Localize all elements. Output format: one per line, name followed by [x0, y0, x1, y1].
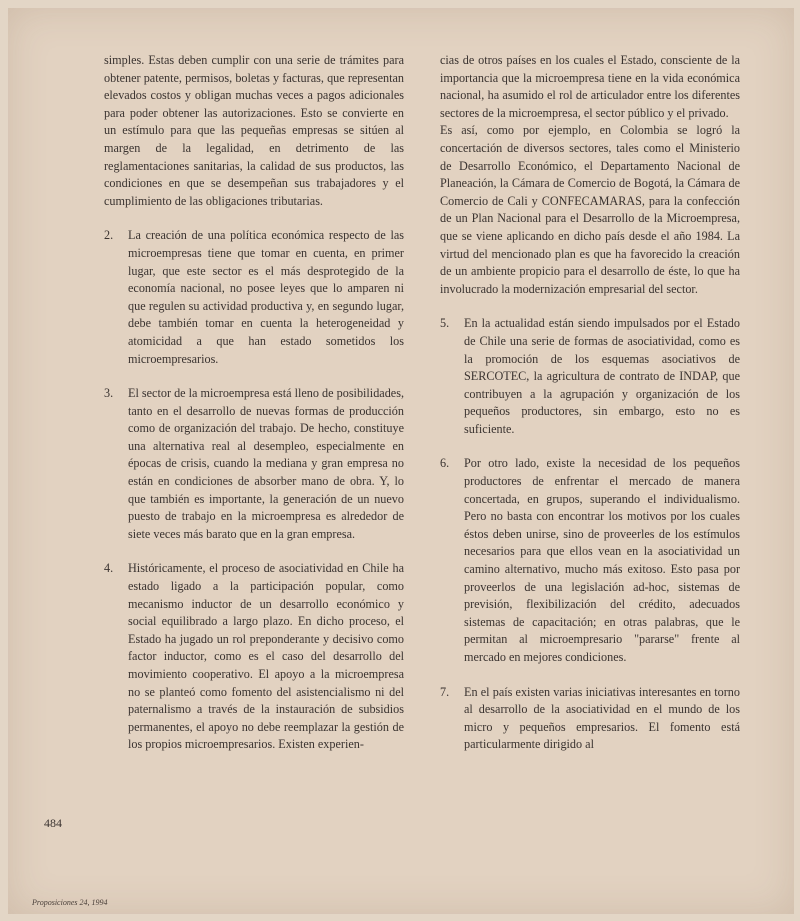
list-item — [104, 560, 404, 754]
item-number: 5. — [440, 316, 450, 331]
item-text: El sector de la microempresa está lleno de posibilidades, tanto en el desarrollo de nuevas formas de producción como de organización del trabajo. De hecho, constituye una alternativa real al desempleo, especialmente en épocas de crisis, cuando la mediana y gran empresa no están en condiciones de absorber mano de obra. Y, lo que también es importante, la generación de un nuevo puesto de trabajo en la microempresa es alrededor de siete veces más barato que en la gran empresa. — [128, 386, 404, 541]
journal-footer: Proposiciones 24, 1994 — [32, 898, 108, 907]
left-column — [104, 52, 404, 754]
right-second-paragraph: Es así, como por ejemplo, en Colombia se logró la concertación de diversos sectores, tales como el Ministerio de Desarrollo Económico, el Departamento Nacional de Planeación, la Cámara de Comercio de Bogotá, la Cámara de Comercio de Cali y CONFECAMARAS, para la confección de un Plan Nacional para el Desarrollo de la Microempresa, que se viene aplicando en dicho país desde el año 1984. La virtud del mencionado plan es que ha favorecido la creación de un ambiente propicio para el desarrollo de éste, lo que ha involucrado la modernización empresarial del sector. — [440, 123, 740, 296]
page-number: 484 — [44, 816, 62, 830]
right-intro-paragraph: cias de otros países en los cuales el Estado, consciente de la importancia que la microempresa tiene en la vida económica nacional, ha asumido el rol de articulador entre los diferentes sectores de la microempresa, el sector público y el privado. — [440, 53, 740, 120]
item-number: 7. — [440, 684, 450, 699]
list-item — [440, 684, 740, 754]
document-page — [8, 8, 794, 914]
list-item — [440, 455, 740, 666]
item-text: Por otro lado, existe la necesidad de los pequeños productores de enfrentar el mercado de manera concertada, en grupos, superando el individualismo. Pero no basta con encontrar los motivos por los cuales éstos deben unirse, sino de proveerles de los estímulos necesarios para que ellos vean en la asociatividad un camino alternativo, mucho más exitoso. Esto pasa por proveerlos de una legislación ad-hoc, sistemas de previsión, flexibilización del crédito, adecuados sistemas de capacitación; en otras palabras, que le permitan al microempresario "pararse" frente al mercado en mejores condiciones. — [464, 456, 740, 664]
item-text: La creación de una política económica respecto de las microempresas tiene que tomar en cuenta, en primer lugar, que este sector es el más desprotegido de la economía nacional, no posee leyes que lo amparen ni que regulen su actividad productiva y, en segundo lugar, debe también tomar en cuenta la heterogeneidad y atomicidad a que han estado sometidos los microempresarios. — [128, 228, 404, 366]
item-number: 2. — [104, 228, 114, 243]
item-text: Históricamente, el proceso de asociatividad en Chile ha estado ligado a la participación popular, como mecanismo inductor de un desarrollo económico y social equilibrado a largo plazo. En dicho proceso, el Estado ha jugado un rol preponderante y decisivo como factor inductor, como es el caso del desarrollo del movimiento cooperativo. El apoyo a la microempresa no se planteó como fomento del asistencialismo ni del paternalismo a través de la instauración de subsidios permanentes, el apoyo no debe reemplazar la gestión de los propios microempresarios. Existen experien- — [128, 561, 404, 752]
item-number: 4. — [104, 561, 114, 576]
right-column — [440, 52, 740, 754]
list-item — [440, 315, 740, 438]
item-number: 3. — [104, 386, 114, 401]
list-item — [104, 385, 404, 543]
item-number: 6. — [440, 456, 450, 471]
item-text: En la actualidad están siendo impulsados por el Estado de Chile una serie de formas de asociatividad, como es la promoción de los esquemas asociativos de SERCOTEC, la agricultura de contrato de INDAP, que contribuyen a la agrupación y organización de los pequeños productores, sin embargo, esto no es suficiente. — [464, 316, 740, 436]
left-intro-paragraph: simples. Estas deben cumplir con una serie de trámites para obtener patente, permisos, boletas y facturas, que representan elevados costos y obligan muchas veces a pagos adicionales para poder obtener las autorizaciones. Esto se convierte en un estímulo para que las pequeñas empresas se sitúen al margen de la legalidad, en detrimento de las reglamentaciones sanitarias, la calidad de sus productos, las condiciones en que se desempeñan sus trabajadores y el cumplimiento de las obligaciones tributarias. — [104, 53, 404, 208]
item-text: En el país existen varias iniciativas interesantes en torno al desarrollo de la asociatividad en el mundo de los micro y pequeños empresarios. El fomento está particularmente dirigido al — [464, 684, 740, 752]
list-item — [104, 227, 404, 368]
